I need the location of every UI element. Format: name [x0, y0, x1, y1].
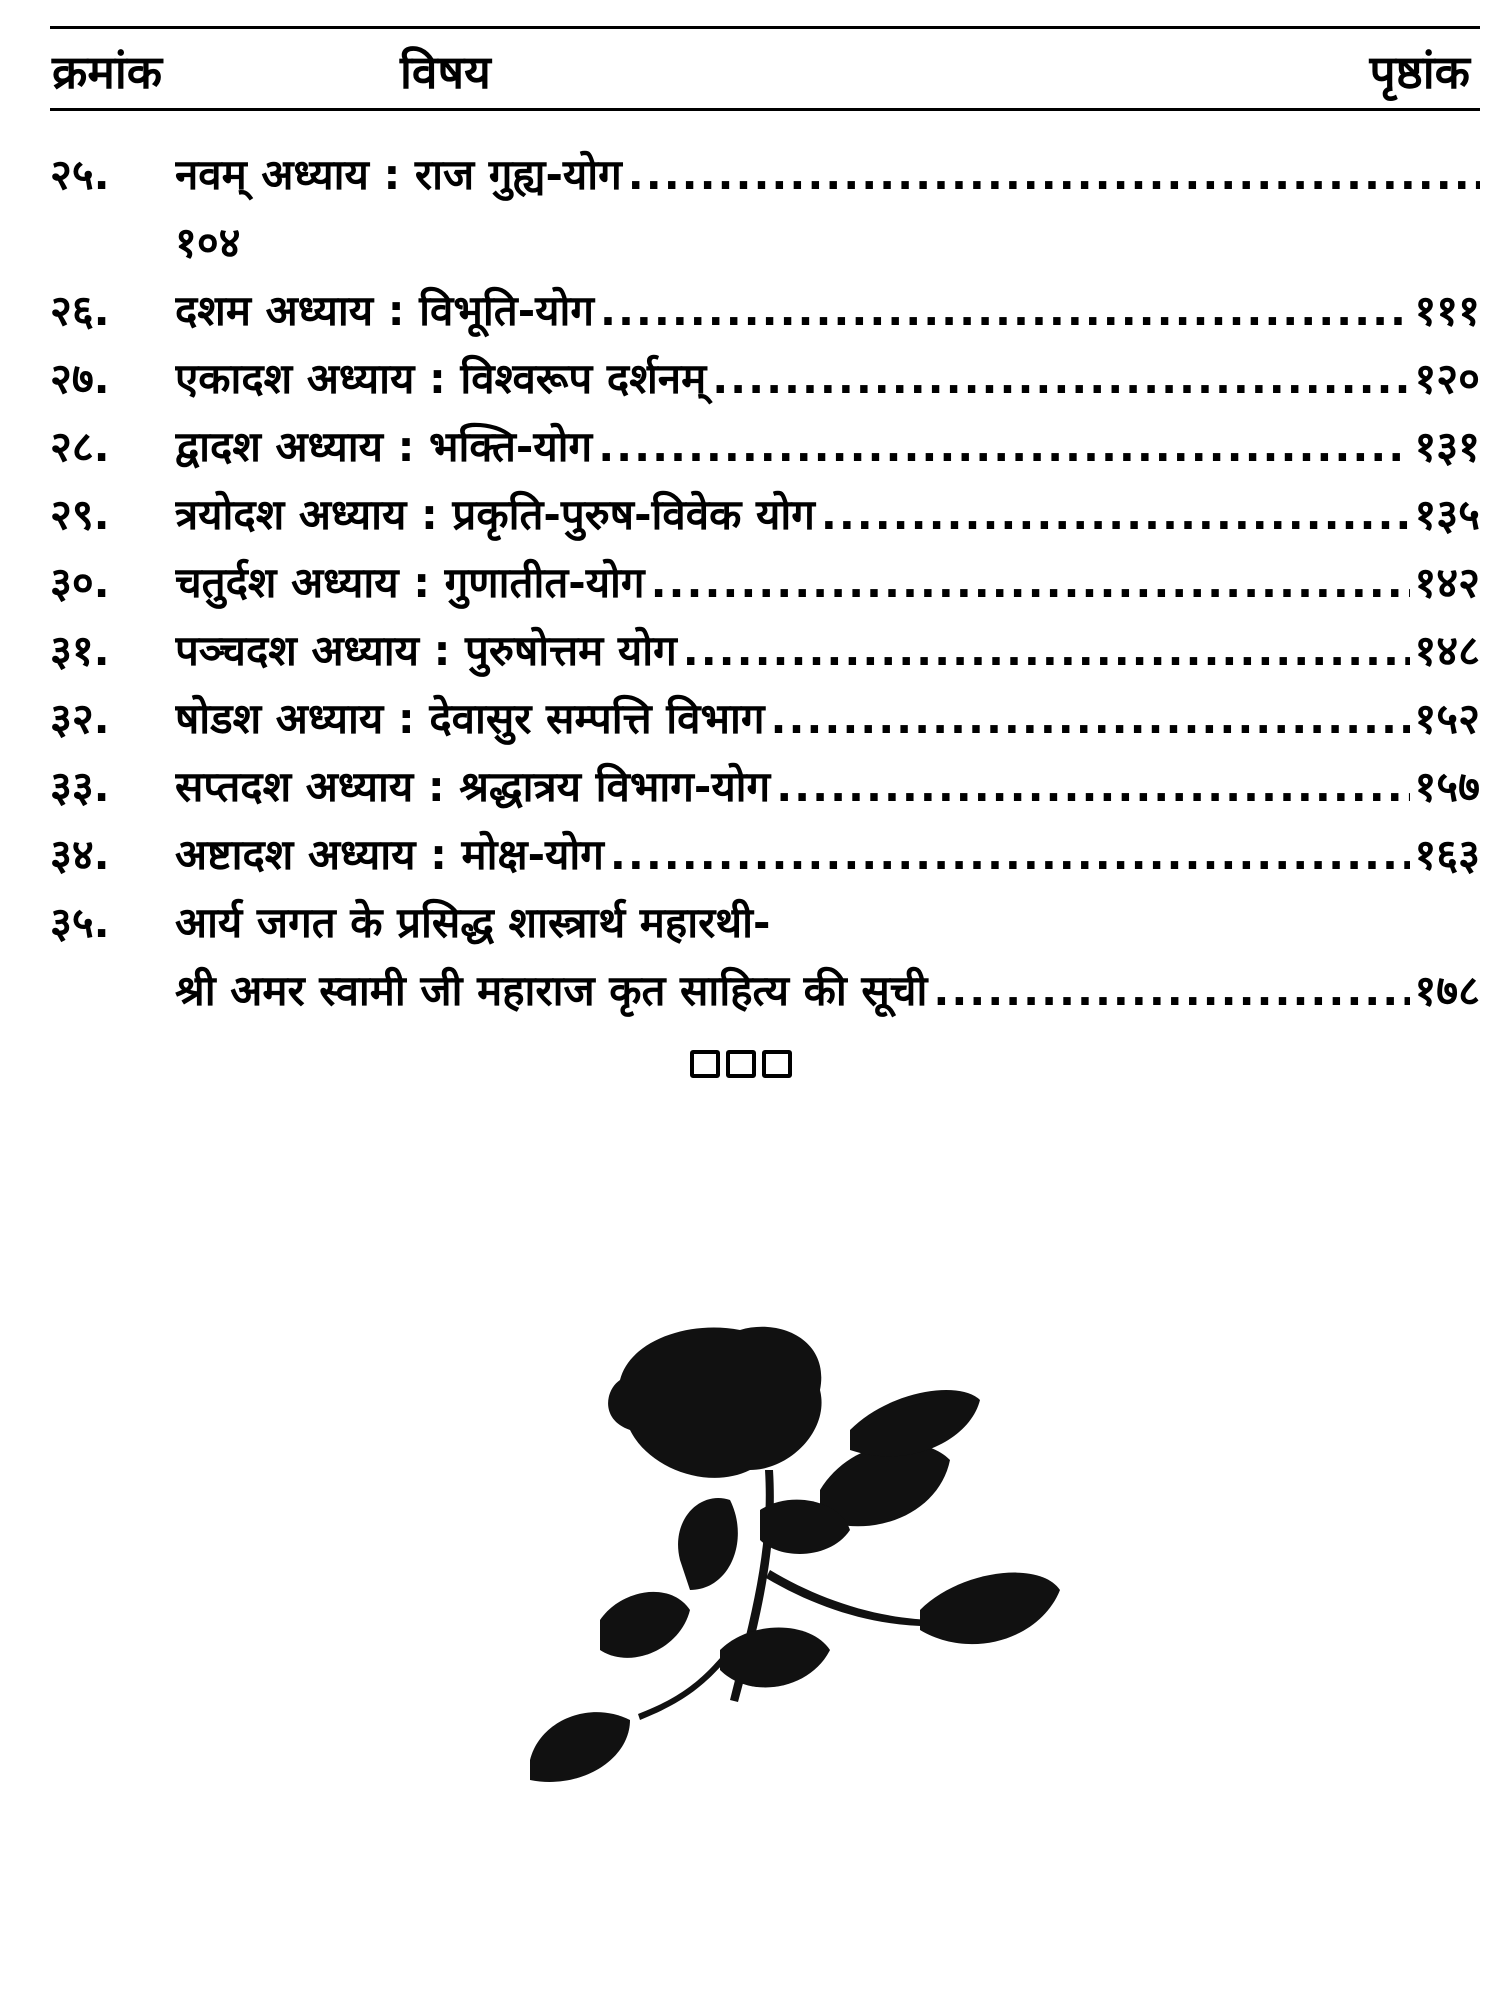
header-subject: विषय: [400, 45, 491, 99]
toc-leader: [600, 286, 1410, 335]
toc-title: सप्तदश अध्याय : श्रद्धात्रय विभाग-योग: [175, 762, 771, 811]
box-icon: [726, 1050, 756, 1078]
toc-page: १४२: [1414, 558, 1480, 607]
toc-row-28: [50, 417, 1480, 485]
header-page: पृष्ठांक: [1369, 45, 1470, 99]
toc-leader: [598, 422, 1410, 471]
toc-row-25: [50, 145, 1480, 213]
toc-number: २५.: [50, 150, 110, 199]
toc-title: षोडश अध्याय : देवासुर सम्पत्ति विभाग: [175, 694, 765, 743]
toc-page: १५७: [1414, 762, 1480, 811]
toc-leader: [712, 354, 1410, 403]
toc-title-continued: श्री अमर स्वामी जी महाराज कृत साहित्य की सूची: [175, 966, 928, 1015]
toc-title: द्वादश अध्याय : भक्ति-योग: [175, 422, 593, 471]
header-number: क्रमांक: [52, 45, 163, 99]
toc-page: १६३: [1414, 830, 1480, 879]
toc-title: चतुर्दश अध्याय : गुणातीत-योग: [175, 558, 645, 607]
toc-page: १४८: [1414, 626, 1480, 675]
toc-title: पञ्चदश अध्याय : पुरुषोत्तम योग: [175, 626, 677, 675]
toc-page: १२०: [1414, 354, 1480, 403]
toc-row-35-cont: [50, 961, 1480, 1029]
top-rule: [50, 26, 1480, 29]
toc-number: ३४.: [50, 830, 110, 879]
box-icon: [690, 1050, 720, 1078]
toc-title: एकादश अध्याय : विश्वरूप दर्शनम्: [175, 354, 707, 403]
toc-number: ३०.: [50, 558, 110, 607]
toc-number: ३२.: [50, 694, 110, 743]
toc-title: आर्य जगत के प्रसिद्ध शास्त्रार्थ महारथी-: [175, 898, 771, 947]
toc-number: २६.: [50, 286, 110, 335]
toc-row-34: [50, 825, 1480, 893]
table-of-contents: [50, 145, 1480, 1029]
toc-row-35: [50, 893, 1480, 961]
toc-title: नवम् अध्याय : राज गुह्य-योग: [175, 150, 622, 199]
toc-page: १११: [1414, 286, 1480, 335]
toc-number: ३५.: [50, 898, 110, 947]
toc-leader: [683, 626, 1411, 675]
toc-leader: [776, 762, 1410, 811]
toc-row-25-page: [50, 213, 1480, 281]
box-icon: [762, 1050, 792, 1078]
toc-row-32: [50, 689, 1480, 757]
rose-icon: [520, 1320, 1080, 1800]
toc-leader: [628, 150, 1480, 199]
toc-title: त्रयोदश अध्याय : प्रकृति-पुरुष-विवेक योग: [175, 490, 815, 539]
toc-row-29: [50, 485, 1480, 553]
toc-row-31: [50, 621, 1480, 689]
toc-title: अष्टादश अध्याय : मोक्ष-योग: [175, 830, 604, 879]
toc-row-30: [50, 553, 1480, 621]
toc-leader: [771, 694, 1411, 743]
toc-leader: [610, 830, 1411, 879]
toc-leader: [821, 490, 1411, 539]
toc-leader: [651, 558, 1411, 607]
toc-number: २७.: [50, 354, 110, 403]
toc-number: ३१.: [50, 626, 110, 675]
toc-number: २८.: [50, 422, 110, 471]
toc-title: दशम अध्याय : विभूति-योग: [175, 286, 595, 335]
toc-page: १०४: [175, 218, 241, 267]
toc-page: १३५: [1414, 490, 1480, 539]
toc-row-26: [50, 281, 1480, 349]
toc-page: १३१: [1414, 422, 1480, 471]
toc-page: १५२: [1414, 694, 1480, 743]
toc-number: २९.: [50, 490, 110, 539]
toc-row-27: [50, 349, 1480, 417]
header-rule: [50, 108, 1480, 111]
toc-page: १७८: [1414, 966, 1480, 1015]
toc-leader: [933, 966, 1410, 1015]
three-boxes-icon: [690, 1050, 792, 1078]
toc-row-33: [50, 757, 1480, 825]
toc-number: ३३.: [50, 762, 110, 811]
